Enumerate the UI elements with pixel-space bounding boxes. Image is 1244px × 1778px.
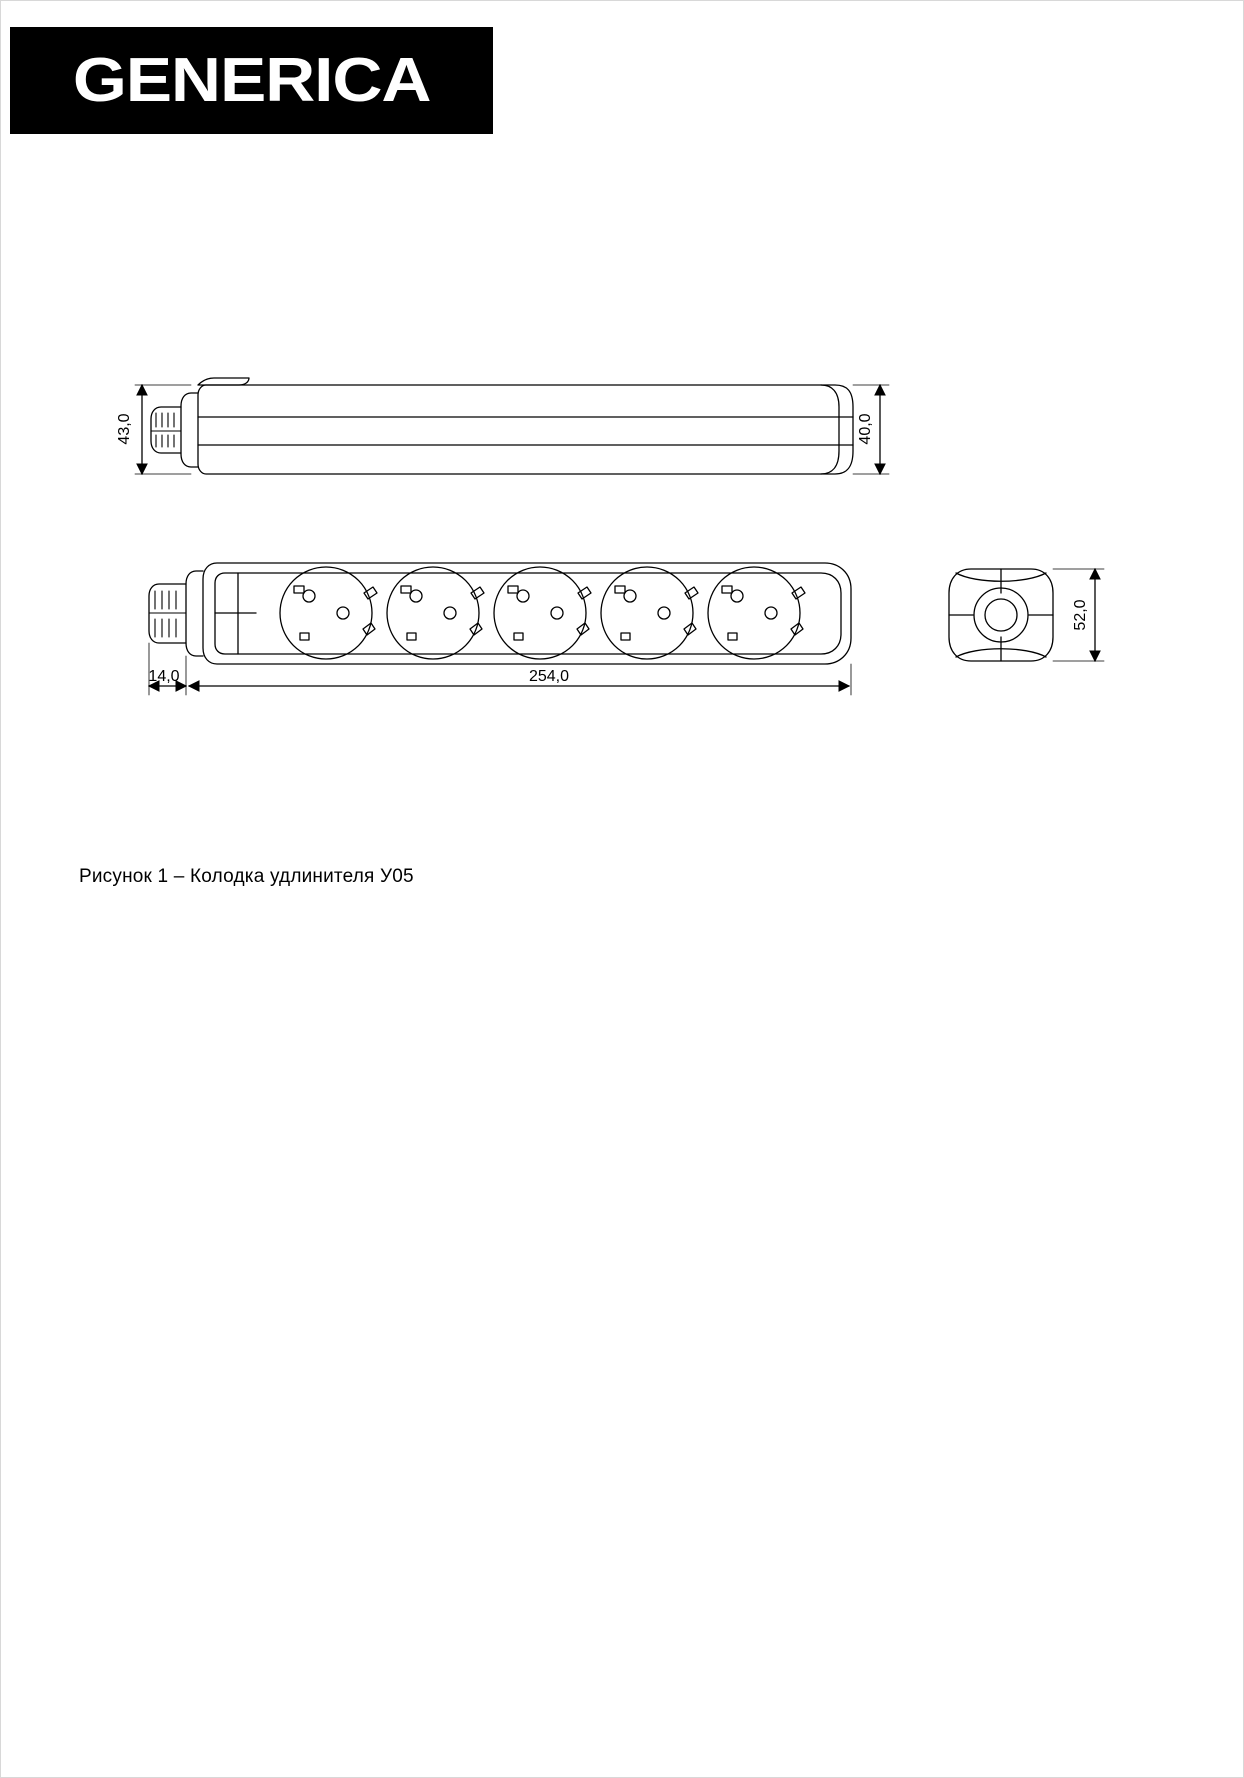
dimension-label-254: 254,0	[528, 668, 570, 685]
technical-drawing	[1, 341, 1244, 761]
socket-4	[601, 567, 698, 659]
dimension-label-40: 40,0	[857, 413, 874, 445]
dimension-label-52: 52,0	[1072, 599, 1089, 631]
socket-2	[387, 567, 484, 659]
socket-3	[494, 567, 591, 659]
dimension-label-14: 14,0	[148, 668, 180, 685]
end-view-outline	[949, 569, 1053, 661]
dimension-label-43: 43,0	[116, 413, 133, 445]
top-view-outline	[149, 563, 851, 664]
brand-logo-bar	[10, 27, 493, 134]
socket-1	[280, 567, 377, 659]
socket-5	[708, 567, 805, 659]
side-view-outline	[151, 378, 853, 474]
dimension-254	[189, 664, 851, 695]
figure-caption: Рисунок 1 – Колодка удлинителя У05	[79, 866, 414, 887]
socket-group	[280, 567, 805, 659]
brand-name: GENERICA	[72, 45, 431, 115]
